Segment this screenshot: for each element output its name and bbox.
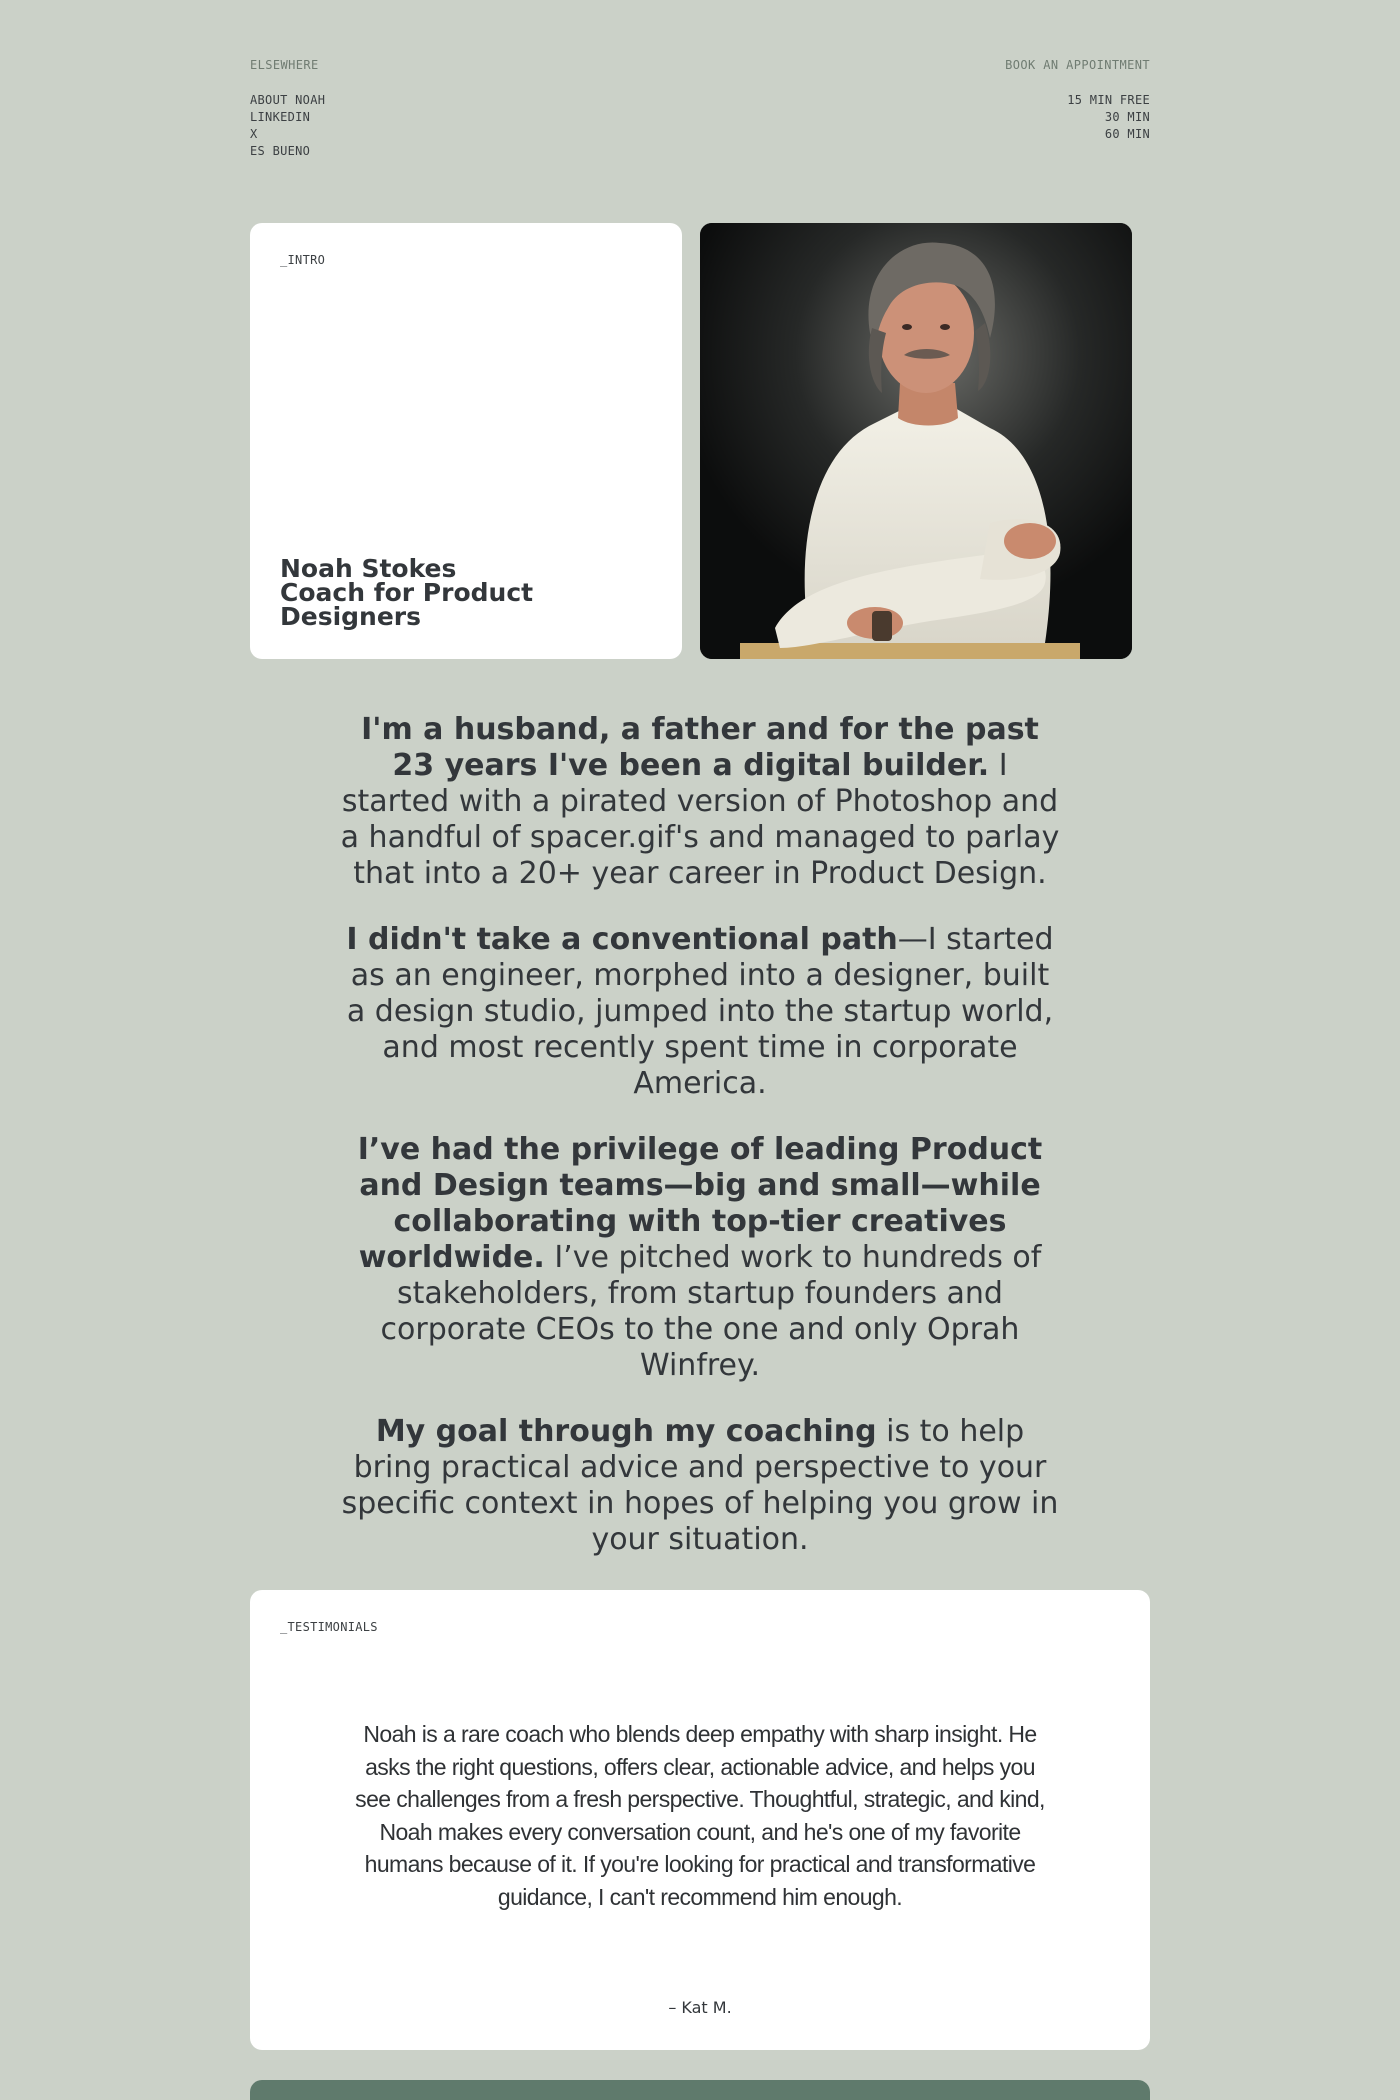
intro-card bbox=[250, 223, 682, 659]
intro-label: _INTRO bbox=[280, 253, 326, 267]
booking-links bbox=[1005, 92, 1150, 143]
intro-heading bbox=[280, 554, 682, 631]
nav-link-about[interactable]: ABOUT NOAH bbox=[250, 93, 326, 107]
elsewhere-links bbox=[250, 92, 325, 160]
nav-link-linkedin[interactable]: LINKEDIN bbox=[250, 110, 311, 124]
bio-paragraph-3: I’ve had the privilege of leading Product and Design teams—big and small—while collaborating with top-tier creatives worldwide. I’ve pitched work to hundreds of stakeholders, from startup founders and corporate CEOs to the one and only Oprah Winfrey. bbox=[357, 1132, 1043, 1383]
testimonials-card bbox=[250, 1590, 1150, 2050]
portrait-illustration bbox=[700, 223, 1132, 659]
portrait-photo bbox=[700, 223, 1132, 659]
elsewhere-nav bbox=[250, 58, 325, 160]
elsewhere-heading: ELSEWHERE bbox=[250, 58, 319, 72]
intro-role: Coach for Product Designers bbox=[280, 578, 534, 631]
bio-paragraph-1: I'm a husband, a father and for the past 23 years I've been a digital builder. I started with a pirated version of Photoshop and a handful of spacer.gif's and managed to parlay that into a 20+ year career in Product Design. bbox=[340, 712, 1060, 891]
bio-paragraph-2: I didn't take a conventional path—I started as an engineer, morphed into a designer, built a design studio, jumped into the startup world, and most recently spent time in corporate America. bbox=[346, 922, 1054, 1101]
nav-link-es-bueno[interactable]: ES BUENO bbox=[250, 144, 311, 158]
bottom-banner bbox=[250, 2080, 1150, 2100]
testimonial-author: – Kat M. bbox=[668, 1998, 732, 2017]
booking-link-15-min[interactable]: 15 MIN FREE bbox=[1067, 93, 1150, 107]
bio-section bbox=[340, 712, 1060, 1588]
booking-link-60-min[interactable]: 60 MIN bbox=[1104, 127, 1150, 141]
testimonial-quote: Noah is a rare coach who blends deep empathy with sharp insight. He asks the right questions, offers clear, actionable advice, and helps you see challenges from a fresh perspective. Thoughtful, strategic, and kind, Noah makes every conversation count, and he's one of my favorite humans because of it. If you're looking for practical and transformative guidance, I can't recommend him enough. bbox=[355, 1721, 1045, 1910]
booking-link-30-min[interactable]: 30 MIN bbox=[1104, 110, 1150, 124]
booking-nav bbox=[1005, 58, 1150, 143]
testimonials-label: _TESTIMONIALS bbox=[280, 1620, 378, 1634]
bio-paragraph-4: My goal through my coaching is to help bring practical advice and perspective to your specific context in hopes of helping you grow in your situation. bbox=[341, 1414, 1059, 1557]
intro-name: Noah Stokes bbox=[280, 554, 457, 583]
nav-link-x[interactable]: X bbox=[250, 127, 258, 141]
booking-heading: BOOK AN APPOINTMENT bbox=[1005, 58, 1150, 72]
